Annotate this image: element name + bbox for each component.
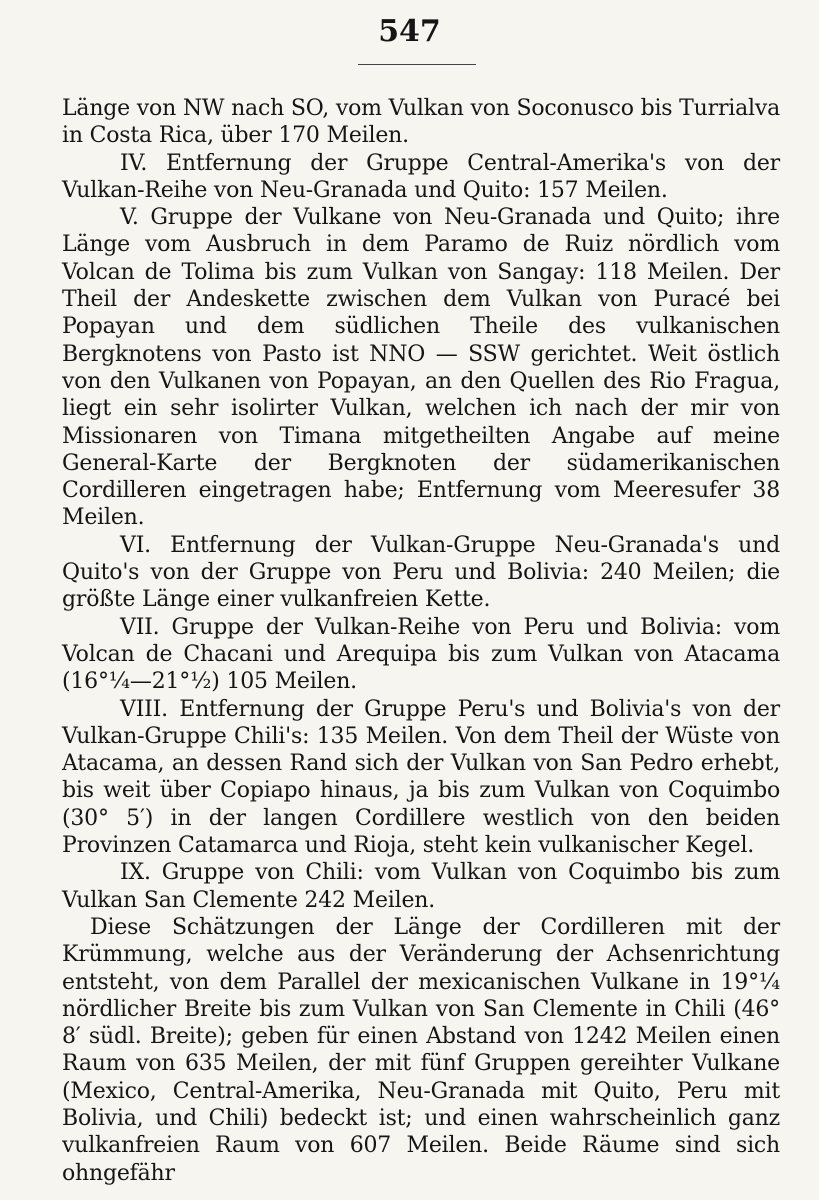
paragraph-ix: IX. Gruppe von Chili: vom Vulkan von Coquimbo bis zum Vulkan San Clemente 242 Meilen. [62,860,780,913]
paragraph-viii: VIII. Entfernung der Gruppe Peru's und Bolivia's von der Vulkan-Gruppe Chili's: 135 Meilen. Von dem Theil der Wüste von Atacama, an dessen Rand sich der Vulkan von San Pedro erhebt, bis weit über Copiapo hinaus, ja bis zum Vulkan von Coquimbo (30° 5′) in der langen Cordillere westlich von den beiden Provinzen Catamarca und Rioja, steht kein vulkanischer Kegel. [62,696,780,859]
paragraph-iv: IV. Entfernung der Gruppe Central-Amerika's von der Vulkan-Reihe von Neu-Granada und Quito: 157 Meilen. [62,150,780,203]
paragraph-summary: Diese Schätzungen der Länge der Cordilleren mit der Krümmung, welche aus der Veränderung der Achsenrichtung entsteht, von dem Parallel der mexicanischen Vulkane in 19°¼ nördlicher Breite bis zum Vulkan von San Clemente in Chili (46° 8′ südl. Breite); geben für einen Abstand von 1242 Meilen einen Raum von 635 Meilen, der mit fünf Gruppen gereihter Vulkane (Mexico, Central-Amerika, Neu-Granada mit Quito, Peru mit Bolivia, und Chili) bedeckt ist; und einen wahrscheinlich ganz vulkanfreien Raum von 607 Meilen. Beide Räume sind sich ohngefähr [62,914,780,1186]
paragraph-vii: VII. Gruppe der Vulkan-Reihe von Peru und Bolivia: vom Volcan de Chacani und Arequipa bis zum Vulkan von Atacama (16°¼—21°½) 105 Meilen. [62,614,780,695]
paragraph-vi: VI. Entfernung der Vulkan-Gruppe Neu-Granada's und Quito's von der Gruppe von Peru und Bolivia: 240 Meilen; die größte Länge einer vulkanfreien Kette. [62,532,780,613]
paragraph-v: V. Gruppe der Vulkane von Neu-Granada und Quito; ihre Länge vom Ausbruch in dem Paramo de Ruiz nördlich vom Volcan de Tolima bis zum Vulkan von Sangay: 118 Meilen. Der Theil der Andeskette zwischen dem Vulkan von Puracé bei Popayan und dem südlichen Theile des vulkanischen Bergknotens von Pasto ist NNO — SSW gerichtet. Weit östlich von den Vulkanen von Popayan, an den Quellen des Rio Fragua, liegt ein sehr isolirter Vulkan, welchen ich nach der mir von Missionaren von Timana mitgetheilten Angabe auf meine General-Karte der Bergknoten der südamerikanischen Cordilleren eingetragen habe; Entfernung vom Meeresufer 38 Meilen. [62,205,780,531]
page-number: 547 [378,14,441,49]
paragraph-continuation: Länge von NW nach SO, vom Vulkan von Soconusco bis Turrialva in Costa Rica, über 170 Meilen. [62,96,780,149]
header-rule [358,64,476,65]
body-text [62,95,780,1187]
